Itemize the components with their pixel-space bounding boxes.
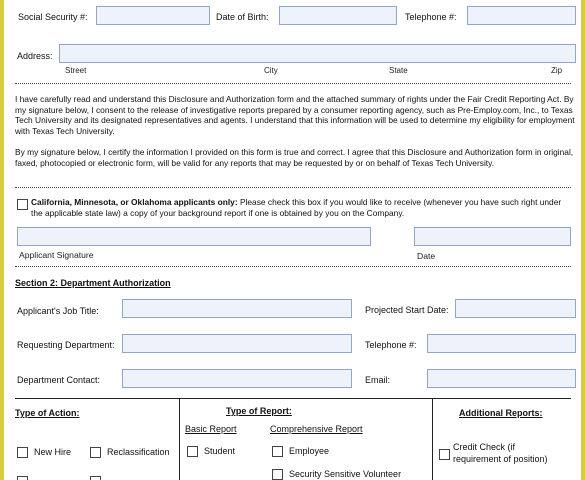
- section2-title: Section 2: Department Authorization: [15, 278, 171, 288]
- column-divider: [432, 398, 433, 480]
- new-hire-checkbox[interactable]: [17, 447, 28, 458]
- disclosure-paragraph-2: By my signature below, I certify the information I provided on this form is true and correct. I agree that this Disclosure and Authorization form in original, faxed, photocopied or electronic form, will be valid for any reports that may be requested by or on behalf of Texas Tech University.: [15, 147, 574, 168]
- reclassification-checkbox[interactable]: [90, 447, 101, 458]
- form-sheet: [4, 0, 581, 480]
- state-copy-checkbox[interactable]: [17, 199, 28, 210]
- state-notice-body: Please check this box if you would like to receive (whenever you have such right under the applicable state law) a copy of your background report if one is obtained by you on the Company.: [31, 197, 562, 218]
- employee-checkbox[interactable]: [272, 446, 283, 457]
- department-phone-label: Telephone #:: [365, 340, 417, 350]
- action-checkbox[interactable]: [90, 476, 101, 480]
- action-checkbox[interactable]: [17, 476, 28, 480]
- street-label: Street: [65, 66, 87, 75]
- dob-field[interactable]: [279, 6, 397, 25]
- divider: [15, 266, 571, 267]
- department-field[interactable]: [122, 334, 352, 353]
- credit-check-checkbox[interactable]: [439, 449, 450, 460]
- divider: [15, 398, 571, 399]
- dob-label: Date of Birth:: [216, 12, 269, 22]
- credit-check-label: Credit Check (if requirement of position): [453, 442, 548, 464]
- city-label: City: [264, 66, 278, 75]
- action-title: Type of Action:: [15, 408, 80, 418]
- start-date-field[interactable]: [455, 299, 576, 318]
- comprehensive-report-title: Comprehensive Report: [270, 424, 363, 434]
- divider: [15, 187, 571, 188]
- start-date-label: Projected Start Date:: [365, 305, 449, 315]
- email-label: Email:: [365, 375, 391, 385]
- email-field[interactable]: [427, 369, 576, 388]
- ssn-label: Social Security #:: [18, 12, 88, 22]
- department-phone-field[interactable]: [427, 334, 576, 353]
- job-title-label: Applicant's Job Title:: [17, 306, 99, 316]
- basic-report-title: Basic Report: [185, 424, 237, 434]
- applicant-signature-field[interactable]: [17, 227, 371, 246]
- zip-label: Zip: [551, 66, 563, 75]
- divider: [15, 83, 571, 84]
- job-title-field[interactable]: [122, 299, 352, 318]
- applicant-signature-label: Applicant Signature: [19, 250, 94, 260]
- state-notice-bold: California, Minnesota, or Oklahoma applicants only:: [31, 197, 238, 207]
- reclassification-label: Reclassification: [107, 447, 170, 457]
- contact-field[interactable]: [122, 369, 352, 388]
- telephone-field[interactable]: [467, 6, 576, 25]
- telephone-label: Telephone #:: [405, 12, 457, 22]
- ssn-field[interactable]: [96, 6, 210, 25]
- signature-date-field[interactable]: [414, 227, 571, 246]
- department-label: Requesting Department:: [17, 340, 115, 350]
- address-label: Address:: [17, 51, 53, 61]
- report-title: Type of Report:: [226, 406, 292, 416]
- state-notice-text: [31, 197, 571, 218]
- additional-title: Additional Reports:: [459, 408, 543, 418]
- security-sensitive-checkbox[interactable]: [272, 469, 283, 480]
- disclosure-paragraph-1: I have carefully read and understand this Disclosure and Authorization form and the attached summary of rights under the Fair Credit Reporting Act. By my signature below, I consent to the release of investigative reports prepared by a consumer reporting agency, such as Pre-Employ.com, Inc., to Texas Tech University and its designated representatives and agents. I understand that this information will be used to determine my eligibility for employment with Texas Tech University.: [15, 94, 575, 136]
- security-sensitive-label: Security Sensitive Volunteer: [289, 469, 402, 479]
- state-label: State: [389, 66, 408, 75]
- student-label: Student: [204, 446, 236, 456]
- column-divider: [179, 398, 180, 480]
- employee-label: Employee: [289, 446, 330, 456]
- contact-label: Department Contact:: [17, 375, 101, 385]
- address-field[interactable]: [59, 44, 576, 63]
- student-checkbox[interactable]: [187, 446, 198, 457]
- new-hire-label: New Hire: [34, 447, 72, 457]
- signature-date-label: Date: [417, 251, 436, 261]
